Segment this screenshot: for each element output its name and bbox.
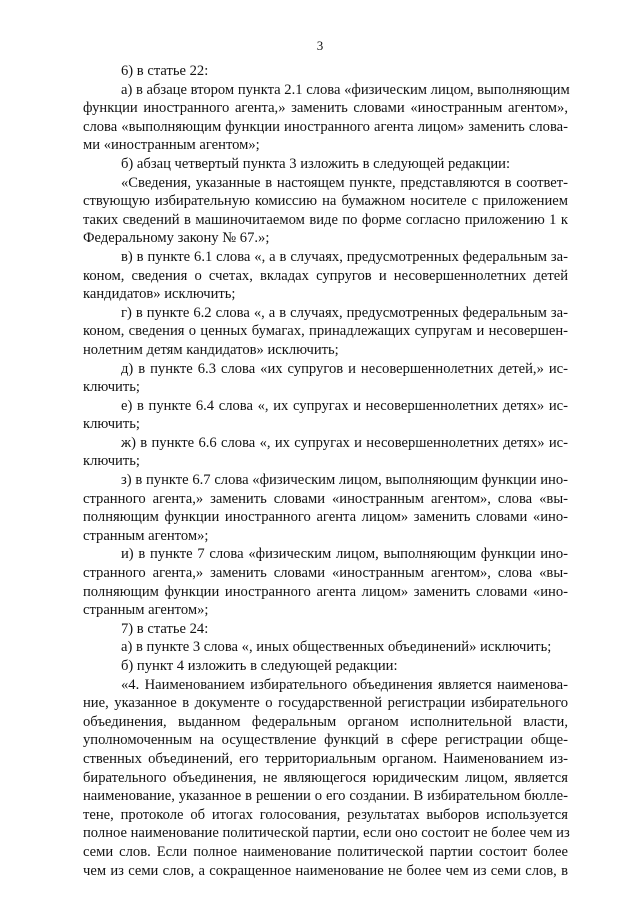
- text-line: з) в пункте 6.7 слова «физическим лицом, выполняющим функции ино-: [121, 472, 568, 489]
- text-line: ми «иностранным агентом»;: [83, 137, 260, 154]
- text-line: г) в пункте 6.2 слова «, а в случаях, предусмотренных федеральным за-: [121, 304, 568, 321]
- text-line: «4. Наименованием избирательного объединения является наименова-: [121, 676, 568, 693]
- text-line: «Сведения, указанные в настоящем пункте, представляются в соответ-: [121, 174, 568, 191]
- text-line: ключить;: [83, 416, 140, 433]
- text-line: д) в пункте 6.3 слова «их супругов и несовершеннолетних детей,» ис-: [121, 360, 568, 377]
- text-line: в) в пункте 6.1 слова «, а в случаях, предусмотренных федеральным за-: [121, 248, 568, 265]
- text-line: е) в пункте 6.4 слова «, их супругах и несовершеннолетних детях» ис-: [121, 397, 568, 414]
- text-line: коном, сведения о счетах, вкладах супругов и несовершеннолетних детей: [83, 267, 568, 284]
- text-line: ключить;: [83, 379, 140, 396]
- text-line: ж) в пункте 6.6 слова «, их супругах и несовершеннолетних детях» ис-: [121, 434, 568, 451]
- text-line: б) абзац четвертый пункта 3 изложить в следующей редакции:: [121, 155, 511, 172]
- text-line: странным агентом»;: [83, 602, 209, 619]
- text-line: странного агента,» заменить словами «иностранным агентом», слова «вы-: [83, 565, 568, 582]
- text-line: странного агента,» заменить словами «иностранным агентом», слова «вы-: [83, 490, 568, 507]
- text-line: ственных объединений, его территориальным органом. Наименованием из-: [83, 750, 568, 767]
- text-line: объединения, выданном федеральным органом исполнительной власти,: [83, 713, 568, 730]
- text-line: коном, сведения о ценных бумагах, принадлежащих супругам и несовершен-: [83, 323, 568, 340]
- text-line: ствующую избирательную комиссию на бумажном носителе с приложением: [83, 193, 568, 210]
- text-line: Федеральному закону № 67.»;: [83, 230, 270, 247]
- text-line: кандидатов» исключить;: [83, 286, 236, 303]
- text-line: ние, указанное в документе о государственной регистрации избирательного: [83, 695, 568, 712]
- text-line: 7) в статье 24:: [121, 620, 209, 637]
- text-line: странным агентом»;: [83, 527, 209, 544]
- text-line: полное наименование политической партии, если оно состоит не более чем из: [83, 825, 570, 842]
- text-line: и) в пункте 7 слова «физическим лицом, выполняющим функции ино-: [121, 546, 568, 563]
- text-line: бирательного объединения, не являющегося юридическим лицом, является: [83, 769, 568, 786]
- text-line: таких сведений в машиночитаемом виде по форме согласно приложению 1 к: [83, 211, 568, 228]
- text-line: слова «выполняющим функции иностранного агента лицом» заменить слова-: [83, 118, 568, 135]
- document-body: [83, 62, 568, 880]
- text-line: чем из семи слов, а сокращенное наименование не более чем из семи слов, в: [83, 862, 568, 879]
- text-line: б) пункт 4 изложить в следующей редакции:: [121, 658, 398, 674]
- text-line: полняющим функции иностранного агента лицом» заменить словами «ино-: [83, 509, 568, 526]
- text-line: наименование, указанное в решении о его создании. В избирательном бюлле-: [83, 788, 568, 805]
- page-number: 3: [316, 38, 324, 53]
- text-line: а) в пункте 3 слова «, иных общественных объединений» исключить;: [121, 639, 552, 656]
- text-line: уполномоченным на осуществление функций в сфере регистрации обще-: [83, 732, 568, 749]
- text-line: нолетним детям кандидатов» исключить;: [83, 341, 339, 358]
- text-line: полняющим функции иностранного агента лицом» заменить словами «ино-: [83, 583, 568, 600]
- text-line: 6) в статье 22:: [121, 63, 209, 79]
- text-line: тене, протоколе об итогах голосования, результатах выборов используется: [83, 806, 568, 823]
- text-line: семи слов. Если полное наименование политической партии состоит более: [83, 843, 568, 860]
- text-line: а) в абзаце втором пункта 2.1 слова «физическим лицом, выполняющим: [121, 81, 570, 98]
- text-line: функции иностранного агента,» заменить словами «иностранным агентом»,: [83, 100, 568, 117]
- text-line: ключить;: [83, 453, 140, 470]
